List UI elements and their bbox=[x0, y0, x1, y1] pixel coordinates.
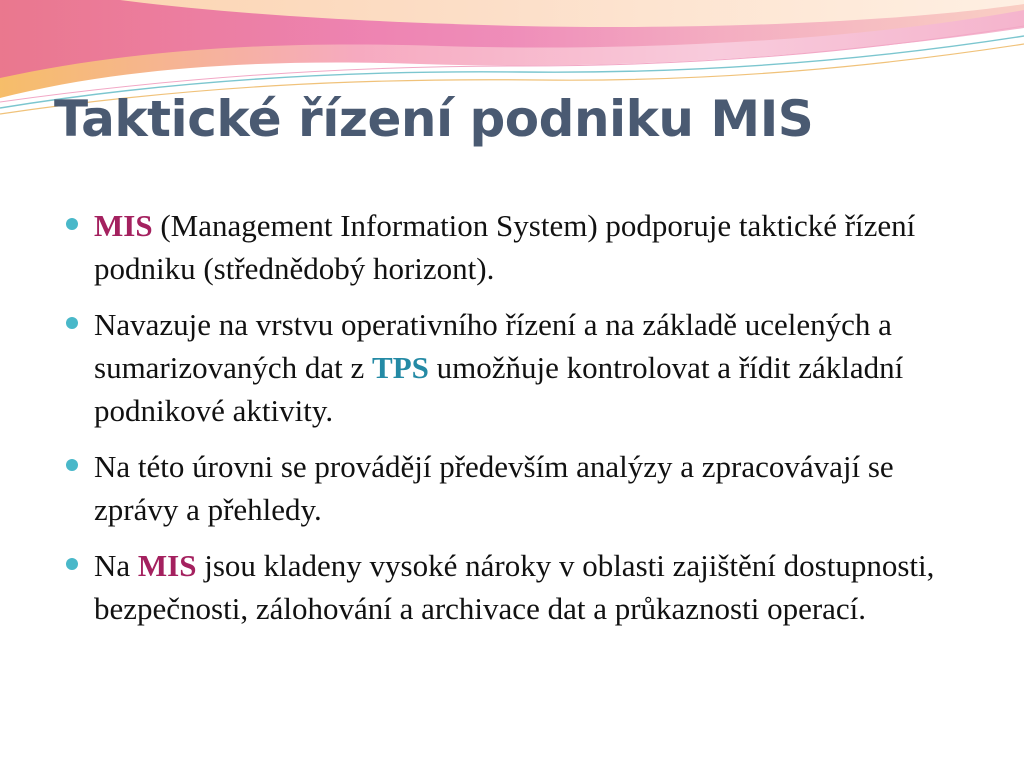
bullet-dot-icon bbox=[66, 459, 78, 471]
bullet-item-tps-link bbox=[66, 303, 966, 432]
bullet-list bbox=[66, 204, 966, 643]
bullet-text: (Management Information System) podporuje taktické řízení podniku (střednědobý horizont). bbox=[94, 208, 916, 286]
bullet-text-post: jsou kladeny vysoké nároky v oblasti zajištění dostupnosti, bezpečnosti, zálohování a archivace dat a průkaznosti operací. bbox=[94, 548, 935, 626]
bullet-text-pre: Navazuje na vrstvu operativního řízení a na základě ucelených a sumarizovaných dat z bbox=[94, 307, 892, 385]
bullet-text: Na této úrovni se provádějí především analýzy a zpracovávají se zprávy a přehledy. bbox=[94, 449, 894, 527]
bullet-text-post: umožňuje kontrolovat a řídit základní podnikové aktivity. bbox=[94, 350, 904, 428]
bullet-item-analysis bbox=[66, 445, 966, 531]
bullet-dot-icon bbox=[66, 317, 78, 329]
bullet-item-requirements bbox=[66, 544, 966, 630]
keyword-tps: TPS bbox=[372, 350, 429, 385]
bullet-item-mis-definition bbox=[66, 204, 966, 290]
keyword-mis: MIS bbox=[137, 548, 197, 583]
keyword-mis: MIS bbox=[94, 208, 153, 243]
bullet-dot-icon bbox=[66, 218, 78, 230]
bullet-dot-icon bbox=[66, 558, 78, 570]
slide-title: Taktické řízení podniku MIS bbox=[54, 90, 814, 148]
bullet-text-pre: Na bbox=[94, 548, 138, 583]
